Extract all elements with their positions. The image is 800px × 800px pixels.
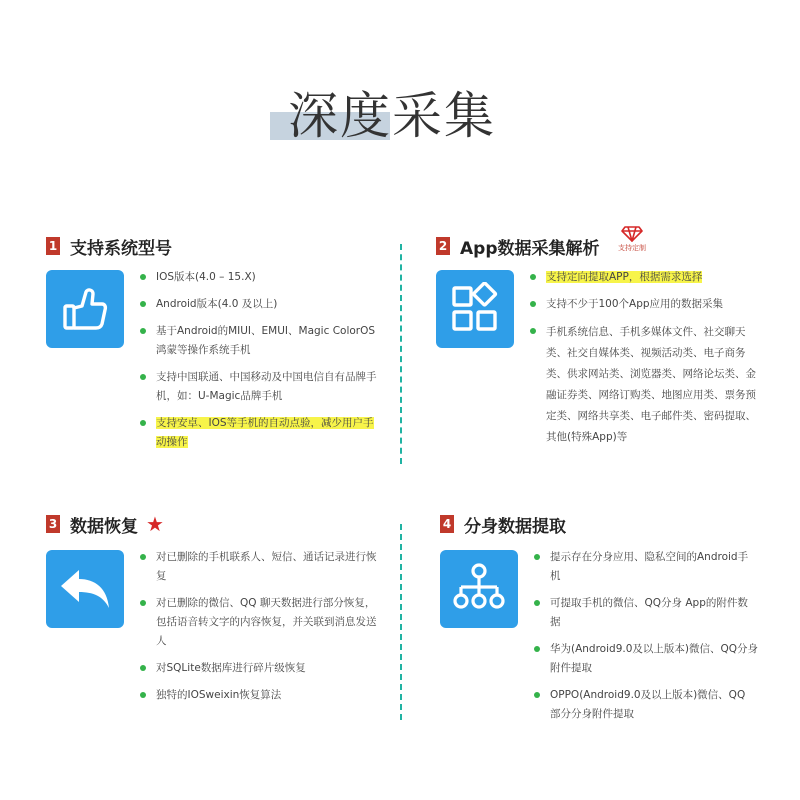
page-title: 深度采集 [288,87,496,145]
section-header [46,234,172,258]
section-data-recovery [46,512,376,712]
list-item: 对已删除的微信、QQ 聊天数据进行部分恢复，包括语音转文字的内容恢复，并关联到消息发送人 [138,594,378,651]
column-divider-bottom [400,524,402,720]
bullet-list [138,268,378,460]
section-number-badge: 4 [440,515,454,533]
list-item: 对SQLite数据库进行碎片级恢复 [138,659,378,678]
section-title: 数据恢复 [70,516,138,537]
section-header [436,234,600,258]
bullet-list [532,548,758,732]
column-divider-top [400,244,402,464]
section-title: App数据采集解析 [460,238,600,259]
list-item: 提示存在分身应用、隐私空间的Android手机 [532,548,758,586]
list-item: Android版本(4.0 及以上) [138,295,378,314]
list-item: OPPO(Android9.0及以上版本)微信、QQ 部分分身附件提取 [532,686,758,724]
section-number-badge: 1 [46,237,60,255]
custom-support-badge [612,226,652,260]
list-item: 独特的IOSweixin恢复算法 [138,686,378,705]
undo-arrow-icon [46,550,124,628]
custom-support-label: 支持定制 [618,244,646,252]
diamond-icon [621,226,643,242]
bullet-list [528,268,760,456]
section-title: 分身数据提取 [464,516,566,537]
section-supported-models [46,234,377,448]
list-item: 手机系统信息、手机多媒体文件、社交聊天类、社交自媒体类、视频活动类、电子商务类、供求网站类、浏览器类、网络论坛类、金融证券类、网络订购类、地图应用类、票务预定类、网络共享类、电子邮件类、密码提取、其他(特殊App)等 [528,322,760,448]
apps-grid-icon [436,270,514,348]
section-header [46,512,164,536]
section-header [440,512,566,536]
list-item: 华为(Android9.0及以上版本)微信、QQ分身附件提取 [532,640,758,678]
page-title-block [268,82,528,152]
list-item: 支持不少于100个App应用的数据采集 [528,295,760,314]
list-item: IOS版本(4.0 – 15.X) [138,268,378,287]
section-number-badge: 2 [436,237,450,255]
hierarchy-tree-icon [440,550,518,628]
section-clone-data-extraction [440,512,770,722]
list-item: 可提取手机的微信、QQ分身 App的附件数据 [532,594,758,632]
bullet-list [138,548,378,713]
section-title: 支持系统型号 [70,238,172,259]
section-number-badge: 3 [46,515,60,533]
list-item: 基于Android的MIUI、EMUI、Magic ColorOS鸿蒙等操作系统手机 [138,322,378,360]
list-item: 对已删除的手机联系人、短信、通话记录进行恢复 [138,548,378,586]
thumbs-up-icon [46,270,124,348]
section-app-data-parsing [436,234,766,464]
star-icon: ★ [146,512,164,536]
list-item-highlighted: 支持定向提取APP，根据需求选择 [528,268,760,287]
list-item-highlighted: 支持安卓、IOS等手机的自动点验，减少用户手动操作 [138,414,378,452]
list-item: 支持中国联通、中国移动及中国电信自有品牌手机，如：U-Magic品牌手机 [138,368,378,406]
